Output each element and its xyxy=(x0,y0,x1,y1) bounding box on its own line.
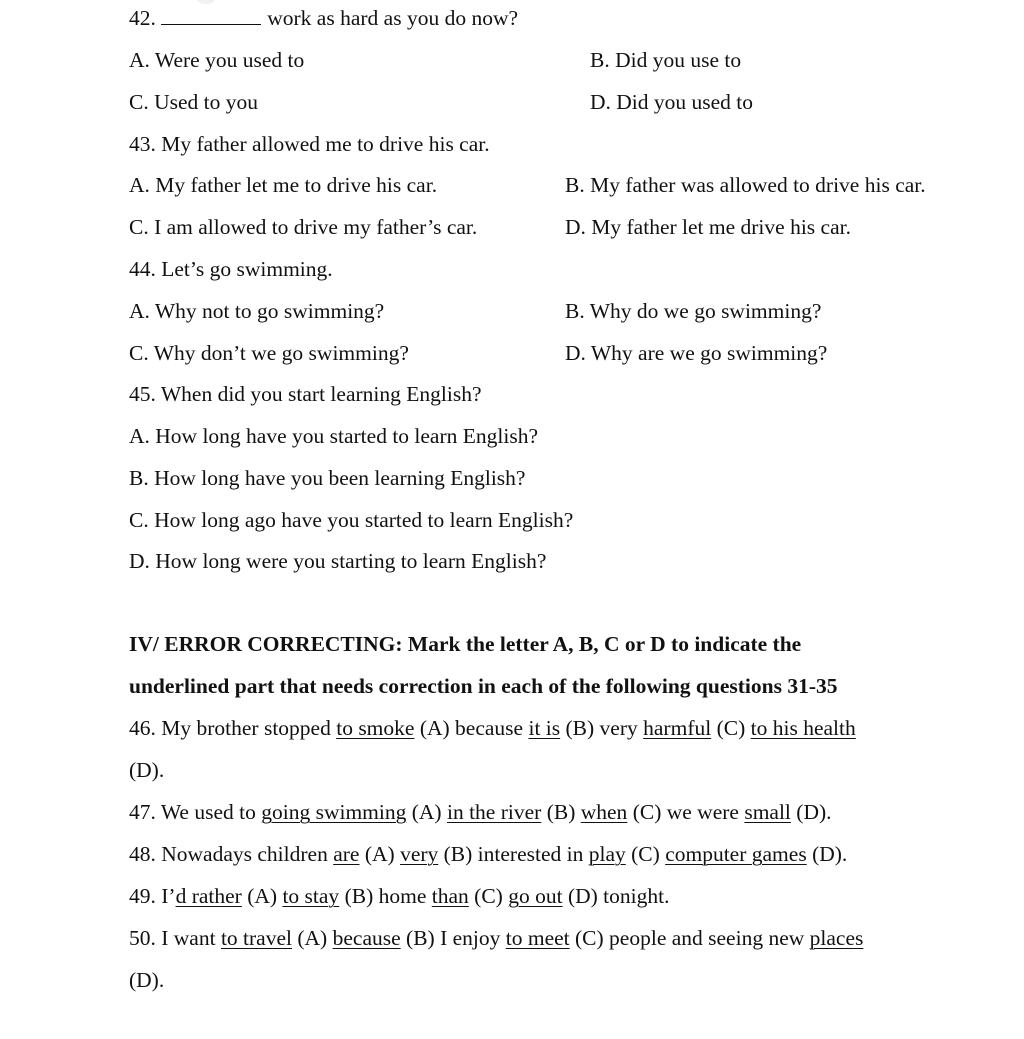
question-50-part-d: places xyxy=(809,926,864,950)
question-49-text: (C) xyxy=(468,884,509,908)
question-47-text: (B) xyxy=(541,800,581,824)
section-4-heading-line-2: underlined part that needs correction in each of the following questions 31-35 xyxy=(129,674,838,698)
question-49-part-b: to stay xyxy=(282,884,340,908)
question-46-text: 46. My brother stopped xyxy=(129,716,337,740)
question-43-stem: 43. My father allowed me to drive his car. xyxy=(129,132,490,156)
question-46-text: (C) xyxy=(711,716,751,740)
question-47-text: (C) we were xyxy=(627,800,745,824)
question-49-text: (D) tonight. xyxy=(562,884,670,908)
question-49-part-d: go out xyxy=(508,884,563,908)
question-49-part-c: than xyxy=(431,884,469,908)
question-46-part-b: it is xyxy=(528,716,561,740)
question-50-text: (A) xyxy=(292,926,333,950)
question-42-option-a: A. Were you used to xyxy=(129,48,305,72)
question-42-stem xyxy=(129,8,518,30)
question-50 xyxy=(129,928,863,950)
question-48-text: (D). xyxy=(806,842,848,866)
question-47-part-a: going swimming xyxy=(261,800,407,824)
question-48-text: (A) xyxy=(359,842,401,866)
question-49 xyxy=(129,886,669,908)
question-46 xyxy=(129,718,856,740)
question-47-part-b: in the river xyxy=(446,800,542,824)
question-42-text: work as hard as you do now? xyxy=(267,6,519,30)
question-45-option-d: D. How long were you starting to learn English? xyxy=(129,549,547,573)
question-50-part-a: to travel xyxy=(220,926,292,950)
question-44-stem: 44. Let’s go swimming. xyxy=(129,257,333,281)
question-43-option-d: D. My father let me drive his car. xyxy=(565,215,851,239)
question-50-part-c: to meet xyxy=(505,926,570,950)
question-46-part-c: harmful xyxy=(643,716,712,740)
question-44-option-c: C. Why don’t we go swimming? xyxy=(129,341,409,365)
question-43-option-b: B. My father was allowed to drive his car. xyxy=(565,173,926,197)
question-49-part-a: d rather xyxy=(175,884,242,908)
question-47-text: 47. We used to xyxy=(129,800,262,824)
question-46-text: (B) very xyxy=(560,716,644,740)
answer-blank xyxy=(161,23,261,25)
question-46-part-d: to his health xyxy=(750,716,856,740)
question-48-part-c: play xyxy=(588,842,626,866)
page-corner-shadow xyxy=(196,0,216,4)
question-47-text: (A) xyxy=(406,800,447,824)
question-49-text: 49. I’ xyxy=(129,884,176,908)
question-50-text: (C) people and seeing new xyxy=(569,926,810,950)
question-45-option-b: B. How long have you been learning English? xyxy=(129,466,526,490)
question-47-text: (D). xyxy=(790,800,832,824)
question-48-part-a: are xyxy=(333,842,360,866)
question-45-option-a: A. How long have you started to learn English? xyxy=(129,424,539,448)
question-48-part-d: computer games xyxy=(665,842,807,866)
section-4-heading-line-1: IV/ ERROR CORRECTING: Mark the letter A, B, C or D to indicate the xyxy=(129,632,802,656)
question-46-continuation: (D). xyxy=(129,758,165,782)
question-50-part-b: because xyxy=(332,926,401,950)
question-50-text: (B) I enjoy xyxy=(400,926,506,950)
question-42-option-c: C. Used to you xyxy=(129,90,258,114)
question-44-option-a: A. Why not to go swimming? xyxy=(129,299,385,323)
question-47-part-c: when xyxy=(580,800,628,824)
question-50-text: 50. I want xyxy=(129,926,221,950)
question-48-text: (C) xyxy=(625,842,666,866)
question-45-option-c: C. How long ago have you started to learn English? xyxy=(129,508,574,532)
question-47 xyxy=(129,802,832,824)
question-48-text: (B) interested in xyxy=(438,842,589,866)
question-48-text: 48. Nowadays children xyxy=(129,842,334,866)
question-48 xyxy=(129,844,847,866)
question-48-part-b: very xyxy=(400,842,439,866)
question-46-text: (A) because xyxy=(414,716,529,740)
question-50-continuation: (D). xyxy=(129,968,165,992)
question-42-option-d: D. Did you used to xyxy=(590,90,754,114)
question-49-text: (A) xyxy=(241,884,283,908)
question-42-option-b: B. Did you use to xyxy=(590,48,742,72)
question-43-option-c: C. I am allowed to drive my father’s car. xyxy=(129,215,478,239)
question-44-option-b: B. Why do we go swimming? xyxy=(565,299,822,323)
question-43-option-a: A. My father let me to drive his car. xyxy=(129,173,438,197)
question-42-number: 42. xyxy=(129,6,156,30)
question-47-part-d: small xyxy=(744,800,791,824)
question-44-option-d: D. Why are we go swimming? xyxy=(565,341,828,365)
question-46-part-a: to smoke xyxy=(336,716,415,740)
question-49-text: (B) home xyxy=(339,884,432,908)
question-45-stem: 45. When did you start learning English? xyxy=(129,382,482,406)
